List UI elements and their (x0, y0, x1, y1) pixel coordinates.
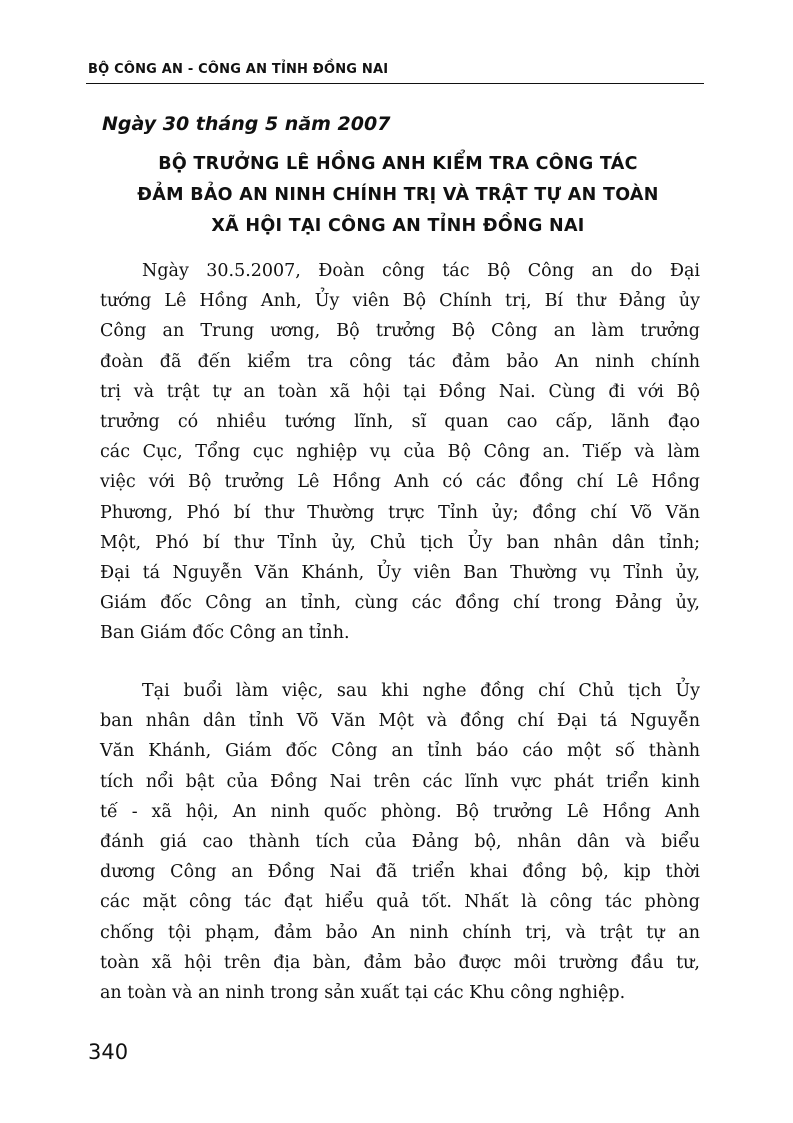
text-line: an toàn và an ninh trong sản xuất tại các Khu công nghiệp. (100, 983, 626, 1004)
text-line: dương Công an Đồng Nai đã triển khai đồng bộ, kịp thời (100, 862, 700, 883)
text-line: ban nhân dân tỉnh Võ Văn Một và đồng chí Đại tá Nguyễn (100, 711, 700, 732)
header-divider (86, 83, 704, 84)
title-line: BỘ TRƯỞNG LÊ HỒNG ANH KIỂM TRA CÔNG TÁC (158, 154, 638, 174)
text-line: toàn xã hội trên địa bàn, đảm bảo được môi trường đầu tư, (100, 952, 700, 973)
title-line: ĐẢM BẢO AN NINH CHÍNH TRỊ VÀ TRẬT TỰ AN TOÀN (137, 185, 659, 205)
text-line: trị và trật tự an toàn xã hội tại Đồng Nai. Cùng đi với Bộ (100, 381, 700, 402)
text-line: chống tội phạm, đảm bảo An ninh chính trị, và trật tự an (100, 922, 700, 943)
text-line: đoàn đã đến kiểm tra công tác đảm bảo An ninh chính (100, 351, 700, 372)
text-line: Một, Phó bí thư Tỉnh ủy, Chủ tịch Ủy ban nhân dân tỉnh; (100, 532, 700, 553)
paragraph-1 (100, 256, 700, 649)
text-line: trưởng có nhiều tướng lĩnh, sĩ quan cao cấp, lãnh đạo (100, 412, 700, 433)
text-line: các mặt công tác đạt hiểu quả tốt. Nhất là công tác phòng (100, 892, 700, 913)
text-line: Phương, Phó bí thư Thường trực Tỉnh ủy; đồng chí Võ Văn (100, 502, 700, 523)
text-line: Văn Khánh, Giám đốc Công an tỉnh báo cáo một số thành (100, 741, 700, 762)
text-line: tướng Lê Hồng Anh, Ủy viên Bộ Chính trị, Bí thư Đảng ủy (100, 291, 700, 312)
text-line: các Cục, Tổng cục nghiệp vụ của Bộ Công an. Tiếp và làm (100, 442, 700, 463)
text-line: việc với Bộ trưởng Lê Hồng Anh có các đồng chí Lê Hồng (100, 472, 700, 493)
page-number: 340 (88, 1040, 129, 1064)
text-line: Đại tá Nguyễn Văn Khánh, Ủy viên Ban Thường vụ Tỉnh ủy, (100, 563, 700, 584)
text-line: tích nổi bật của Đồng Nai trên các lĩnh vực phát triển kinh (100, 771, 700, 792)
text-line: tế - xã hội, An ninh quốc phòng. Bộ trưởng Lê Hồng Anh (100, 801, 700, 822)
running-header: BỘ CÔNG AN - CÔNG AN TỈNH ĐỒNG NAI (88, 62, 389, 77)
title-line: XÃ HỘI TẠI CÔNG AN TỈNH ĐỒNG NAI (211, 216, 585, 236)
text-line: Giám đốc Công an tỉnh, cùng các đồng chí trong Đảng ủy, (100, 593, 700, 614)
text-line: đánh giá cao thành tích của Đảng bộ, nhân dân và biểu (100, 832, 700, 853)
article-title (88, 149, 708, 242)
article-date: Ngày 30 tháng 5 năm 2007 (102, 113, 391, 135)
paragraph-2 (100, 676, 700, 1008)
text-line: Công an Trung ương, Bộ trưởng Bộ Công an làm trưởng (100, 321, 700, 342)
text-line: Ngày 30.5.2007, Đoàn công tác Bộ Công an do Đại (142, 261, 700, 281)
text-line: Ban Giám đốc Công an tỉnh. (100, 623, 350, 644)
text-line: Tại buổi làm việc, sau khi nghe đồng chí Chủ tịch Ủy (142, 681, 700, 701)
